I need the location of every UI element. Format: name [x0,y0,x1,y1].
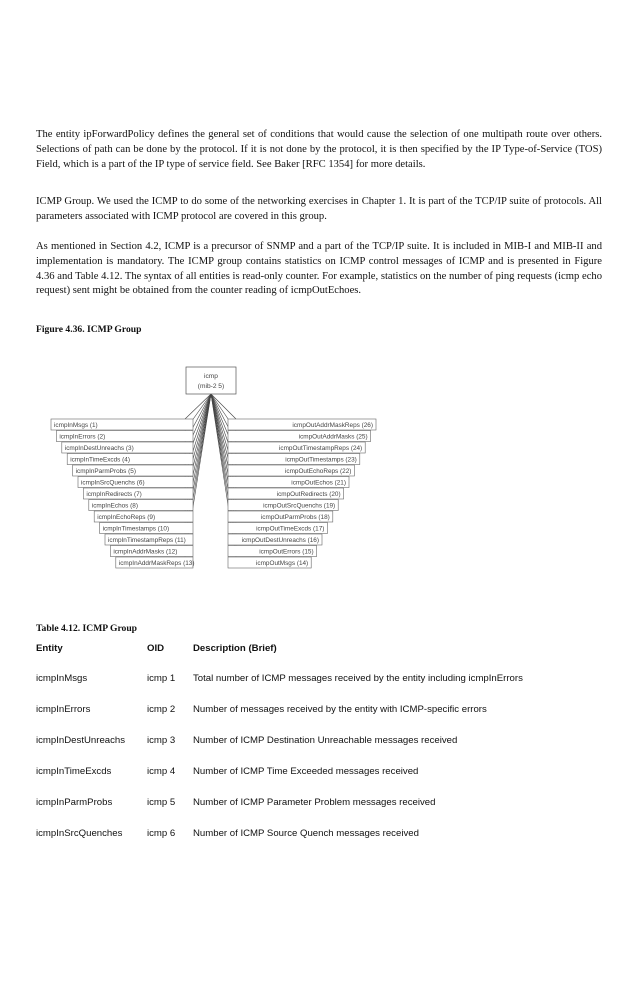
table-cell-oid: icmp 1 [147,673,176,684]
right-node [228,500,338,511]
figure-caption: Figure 4.36. ICMP Group [36,324,142,335]
table-cell-oid: icmp 5 [147,797,176,808]
left-node-label: icmpInSrcQuenchs (6) [81,479,145,487]
left-node-label: icmpInParmProbs (5) [75,468,136,475]
right-node-label: icmpOutEchos (21) [291,479,346,487]
right-node-label: icmpOutTimeExcds (17) [256,525,325,533]
table-cell-entity: icmpInDestUnreachs [36,735,126,746]
root-node [186,367,236,394]
table-cell-description: Number of messages received by the entity with ICMP-specific errors [193,704,487,715]
left-node-label: icmpInErrors (2) [59,433,106,441]
table-cell-oid: icmp 6 [147,828,176,839]
right-node [228,511,333,522]
right-node-label: icmpOutEchoReps (22) [284,468,352,475]
right-node-label: icmpOutSrcQuenchs (19) [263,502,336,510]
table-cell-oid: icmp 3 [147,735,176,746]
left-node-label: icmpInAddrMaskReps (13) [118,560,195,567]
right-node [228,546,317,557]
table-cell-description: Number of ICMP Parameter Problem messages received [193,797,436,808]
left-node-label: icmpInRedirects (7) [86,491,142,498]
left-node-label: icmpInDestUnreachs (3) [64,445,134,452]
right-node [228,419,376,430]
table-cell-description: Total number of ICMP messages received by the entity including icmpInErrors [193,673,523,684]
left-node [73,465,193,476]
left-node [78,477,193,488]
left-node-label: icmpInTimeExcds (4) [70,456,130,464]
left-node-label: icmpInAddrMasks (12) [113,548,178,556]
left-node-label: icmpInMsgs (1) [54,422,98,429]
paragraph-icmp-group-intro: ICMP Group. We used the ICMP to do some of the networking exercises in Chapter 1. It is part of the TCP/IP suite of protocols. All parameters associated with ICMP protocol are covered in this group. [36,196,602,222]
table-cell-entity: icmpInParmProbs [36,797,113,808]
left-node [116,557,195,568]
table-cell-entity: icmpInMsgs [36,673,88,684]
right-node-label: icmpOutRedirects (20) [276,491,341,498]
right-node [228,523,327,534]
right-node [228,442,365,453]
paragraph-ipforwardpolicy: The entity ipForwardPolicy defines the general set of conditions that would cause the selection of one multipath route over others. Selections of path can be done by the protocol. If it is not done by the protocol, it is then specified by the IP Type-of-Service (TOS) Field, which is a part of the IP type of service field. See Baker [RFC 1354] for more details. [36,129,602,170]
right-node-label: icmpOutParmProbs (18) [260,514,330,521]
left-node [110,546,193,557]
left-node [89,500,193,511]
right-node [228,557,311,568]
left-node-group [51,419,194,568]
table-cell-entity: icmpInErrors [36,704,91,715]
table-cell-oid: icmp 4 [147,766,176,777]
table-caption: Table 4.12. ICMP Group [36,623,138,634]
right-node-label: icmpOutDestUnreachs (16) [241,537,319,544]
left-node-label: icmpInTimestamps (10) [102,525,170,533]
table-cell-oid: icmp 2 [147,704,176,715]
right-node [228,465,354,476]
left-node [51,419,193,430]
left-node [100,523,193,534]
right-node-label: icmpOutTimestamps (23) [285,456,357,464]
right-node-group [228,419,376,568]
right-node-label: icmpOutAddrMasks (25) [298,433,368,441]
table-cell-description: Number of ICMP Source Quench messages received [193,828,419,839]
table-header-description: Description (Brief) [193,643,277,654]
left-node [105,534,193,545]
right-node [228,488,344,499]
left-node [62,442,193,453]
right-node-label: icmpOutTimestampReps (24) [278,445,363,452]
left-node [56,431,193,442]
table-header-entity: Entity [36,643,63,654]
root-node-oid: (mib-2 5) [197,383,225,390]
left-node [67,454,193,465]
right-node [228,431,371,442]
table-cell-entity: icmpInSrcQuenches [36,828,123,839]
table-cell-entity: icmpInTimeExcds [36,766,112,777]
left-node [94,511,193,522]
right-node [228,454,360,465]
right-node [228,477,349,488]
left-node-label: icmpInEchos (8) [91,502,138,510]
table-header-oid: OID [147,643,165,654]
left-node [83,488,193,499]
right-node [228,534,322,545]
left-node-label: icmpInEchoReps (9) [97,514,156,521]
root-node-name: icmp [204,373,218,380]
table-cell-description: Number of ICMP Time Exceeded messages received [193,766,419,777]
paragraph-icmp-description: As mentioned in Section 4.2, ICMP is a precursor of SNMP and a part of the TCP/IP suite. It is included in MIB-I and MIB-II and implementation is mandatory. The ICMP group contains statistics on ICMP control messages of ICMP and is presented in Figure 4.36 and Table 4.12. The syntax of all entities is read-only counter. For example, statistics on the number of ping requests (icmp echo request) sent might be obtained from the counter reading of icmpOutEchoes. [36,241,602,297]
left-node-label: icmpInTimestampReps (11) [108,537,186,544]
table-cell-description: Number of ICMP Destination Unreachable messages received [193,735,458,746]
right-node-label: icmpOutMsgs (14) [255,560,309,567]
right-node-label: icmpOutAddrMaskReps (26) [292,422,373,429]
right-node-label: icmpOutErrors (15) [259,548,314,556]
